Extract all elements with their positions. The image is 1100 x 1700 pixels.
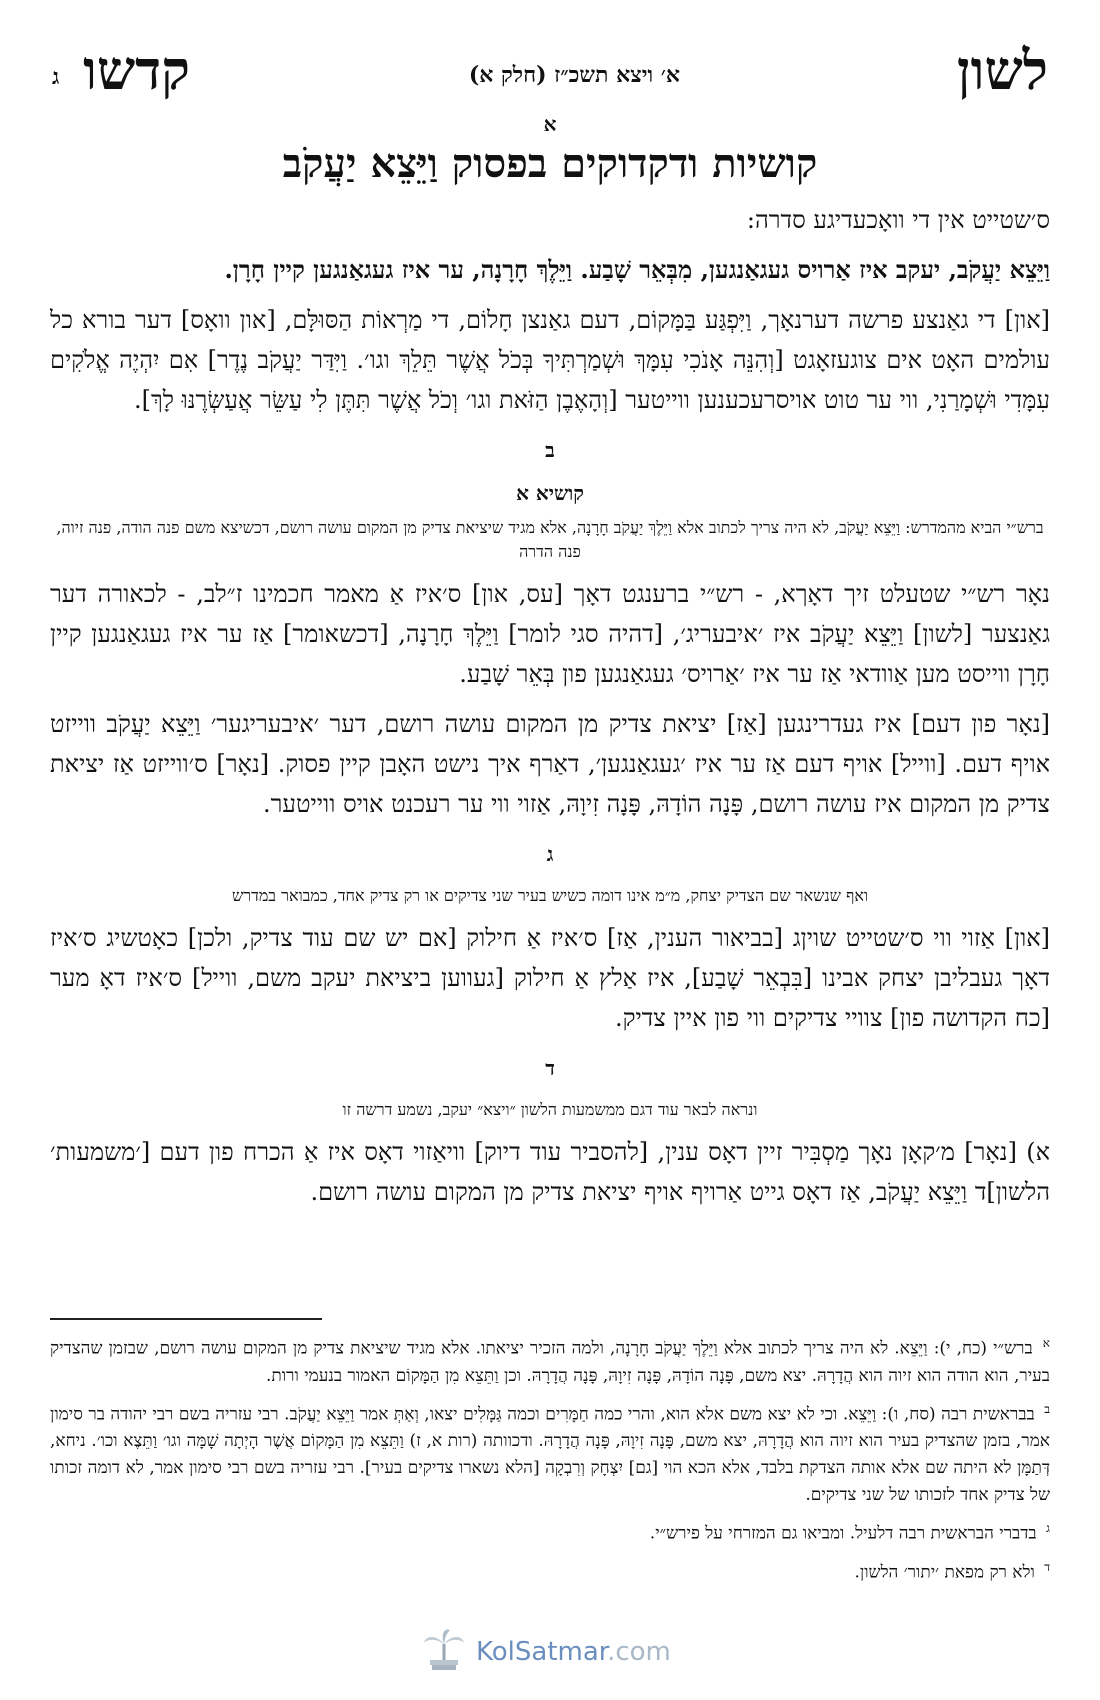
header-center-title: א׳ ויצא תשכ״ז (חלק א) (468, 62, 680, 88)
section-letter: א (543, 112, 557, 136)
footnote (50, 1554, 1050, 1587)
running-header (40, 38, 1060, 108)
footnote-text: בבראשית רבה (סח, ו): וַיֵּצֵא. וכי לא יצא משם אלא הוא, והרי כמה חַמָּרִים וכמה גַּמָּלִים יצאו, וְאַתְּ אמר וַיֵּצֵא יַעֲקֹב. רבי עזריה בשם רבי יהודה בר סימון אמר, בזמן שהצדיק בעיר הוא זיוה הוא הֲדָרָהּ, יצא משם, פָּנָה זִיוָהּ, פָּנָה הֲדָרָהּ. ודכוותה (רות א, ז) וַתֵּצֵא מִן הַמָּקוֹם אֲשֶׁר הָיְתָה שָׁמָּה וגו׳ וַתֵּצֶא וכו׳. ניחא, דְּתַמָּן לא היתה שם אלא אותה הצדקת בלבד, אלא הכא הוי [גם] יִצְחָק וְרִבְקָה [הלא נשארו צדיקים בעיר]. רבי עזריה בשם רבי סימון אמר, לא דומה זכותו של צדיק אחד לזכותו של שני צדיקים. (50, 1404, 1050, 1506)
section-subtitle: קושיא א (516, 481, 584, 505)
header-right-word: לשון (956, 38, 1048, 102)
footnote-text: בדברי הבראשית רבה דלעיל. ומביאו גם המזרחי על פירש״י. (649, 1523, 1037, 1544)
section-letter: ד (545, 1056, 555, 1080)
footnote-divider (50, 1318, 322, 1320)
footnote-mark: א (1042, 1336, 1050, 1350)
header-left-word: קדשו (83, 38, 190, 102)
footnote-mark: ד (1044, 1559, 1050, 1574)
footnote-text: ברש״י (כח, י): וַיֵּצֵא. לא היה צריך לכתוב אלא וַיֵּלֶךְ יַעֲקֹב חָרָנָה, ולמה הזכיר יציאתו. אלא מגיד שיציאת צדיק מן המקום עושה רושם, שבזמן שהצדיק בעיר, הוא הודה הוא זיוה הוא הֲדָרָהּ. יצא משם, פָּנָה הוֹדָהּ, פָּנָה זִיוָהּ, פָּנָה הֲדָרָהּ. וכן וַתֵּצֵא מִן הַמָּקוֹם האמור בנעמי ורות. (50, 1338, 1050, 1386)
paragraph: [און] די גאַנצע פרשה דערנאָך, וַיִּפְגַּע בַּמָּקוֹם, דעם גאַנצן חָלוֹם, די מַרְאוֹת הַסּוּלָּם, [און וואָס] דער בורא כל עולמים האָט אים צוגעזאָגט [וְהִנֵּה אָנֹכִי עִמָּךְ וּשְׁמַרְתִּיךָ בְּכֹל אֲשֶׁר תֵּלֵךְ וגו׳. וַיִּדַּר יַעֲקֹב נֶדֶר] אִם יִהְיֶה אֱלֹקִים עִמָּדִי וּשְׁמָרַנִי, ווי ער טוט אויסרעכענען ווייטער [וְהָאֶבֶן הַזֹּאת וגו׳ וְכֹל אֲשֶׁר תִּתֶּן לִי עַשֵּׂר אֲעַשְּׂרֶנּוּ לָךְ]. (50, 306, 1051, 414)
paragraph: וַיֵּצֵא יַעֲקֹב, יעקב איז אַרויס געגאַנגען, מִבְּאֵר שָׁבַע. וַיֵּלֶךְ חָרָנָה, ער איז געגאַנגען קיין חָרָן. (224, 255, 1050, 284)
footnote (50, 1396, 1050, 1510)
quote-box: ונראה לבאר עוד דגם ממשמעות הלשון ״ויצא״ יעקב, נשמע דרשה זו (342, 1100, 758, 1119)
footnote-text: ולא רק מפאת ׳יתור׳ הלשון. (854, 1562, 1035, 1583)
paragraph: נאָר רש״י שטעלט זיך דאָךא, - רש״י ברענגט דאָך [עס, און] ס׳איז אַ מאמר חכמינו ז״לב, - לכאורה דער גאַנצער [לשון] וַיֵּצֵא יַעֲקֹב איז ׳איבעריג׳, [דהיה סגי לומר] וַיֵּלֶךְ חָרָנָה, [דכשאומר] אַז ער איז געגאַנגען קיין חָרָן ווייסט מען אַוודאי אַז ער איז ׳אַרויס׳ געגאַנגען פון בְּאֵר שָׁבַע. (50, 580, 1050, 688)
paragraph: א) [נאָר] מ׳קאָן נאָך מַסְבִּיר זיין דאָס ענין, [להסביר עוד דיוק] וויאַזוי דאָס איז אַ הכרח פון דעם [׳משמעות׳ הלשון]ד וַיֵּצֵא יַעֲקֹב, אַז דאָס גייט אַרויף אויף יציאת צדיק מן המקום עושה רושם. (50, 1138, 1050, 1206)
footnotes (50, 1330, 1050, 1593)
article-title: קושיות ודקדוקים בפסוק וַיֵּצֵא יַעֲקֹב (282, 140, 818, 187)
footnote (50, 1330, 1050, 1390)
paragraph: [נאָר פון דעם] איז געדרינגען [אַז] יציאת צדיק מן המקום עושה רושם, דער ׳איבעריגער׳ וַיֵּצֵא יַעֲקֹב ווייזט אויף דעם. [ווייל] אויף דעם אַז ער איז ׳געגאַנגען׳, דאַרף איך נישט האָבן קיין פסוק. [נאָר] ס׳ווייזט אַז יציאת צדיק מן המקום איז עושה רושם, פָּנָה הוֹדָהּ, פָּנָה זִיוָהּ, אַזוי ווי ער רעכנט אויס ווייטער. (50, 710, 1050, 818)
footnote-mark: ג (1046, 1521, 1050, 1536)
section-letter: ב (545, 438, 555, 462)
quote-box: ואף שנשאר שם הצדיק יצחק, מ״מ אינו דומה כשיש בעיר שני צדיקים או רק צדיק אחד, כמבואר במדרש (231, 886, 869, 905)
palm-tree-books-icon (420, 1626, 468, 1678)
watermark (420, 1626, 671, 1678)
page-number: ג (52, 64, 60, 90)
paragraph: [און] אַזוי ווי ס׳שטייט שויןג [בביאור הענין, אַז] ס׳איז אַ חילוק [אם יש שם עוד צדיק, ולכן] כאָטשיג ס׳איז דאָך געבליבן יצחק אבינו [בִּבְאֵר שָׁבַע], איז אַלץ אַ חילוק [געווען ביציאת יעקב משם, ווייל] ס׳איז דאָ מער [כח הקדושה פון] צוויי צדיקים ווי פון איין צדיק. (50, 924, 1050, 1032)
section-letter: ג (546, 842, 554, 866)
footnote (50, 1515, 1050, 1548)
quote-box: ברש״י הביא מהמדרש: וַיֵּצֵא יַעֲקֹב, לא היה צריך לכתוב אלא וַיֵּלֶךְ יַעֲקֹב חָרָנָה, אלא מגיד שיציאת צדיק מן המקום עושה רושם, דכשיצא משם פנה הודה, פנה זיוה, פנה הדרה (56, 518, 1044, 561)
paragraph: ס׳שטייט אין די וואָכעדיגע סדרה: (746, 206, 1050, 234)
footnote-mark: ב (1044, 1401, 1050, 1416)
main-text (50, 200, 1050, 1222)
watermark-text: KolSatmar.com (476, 1637, 671, 1667)
